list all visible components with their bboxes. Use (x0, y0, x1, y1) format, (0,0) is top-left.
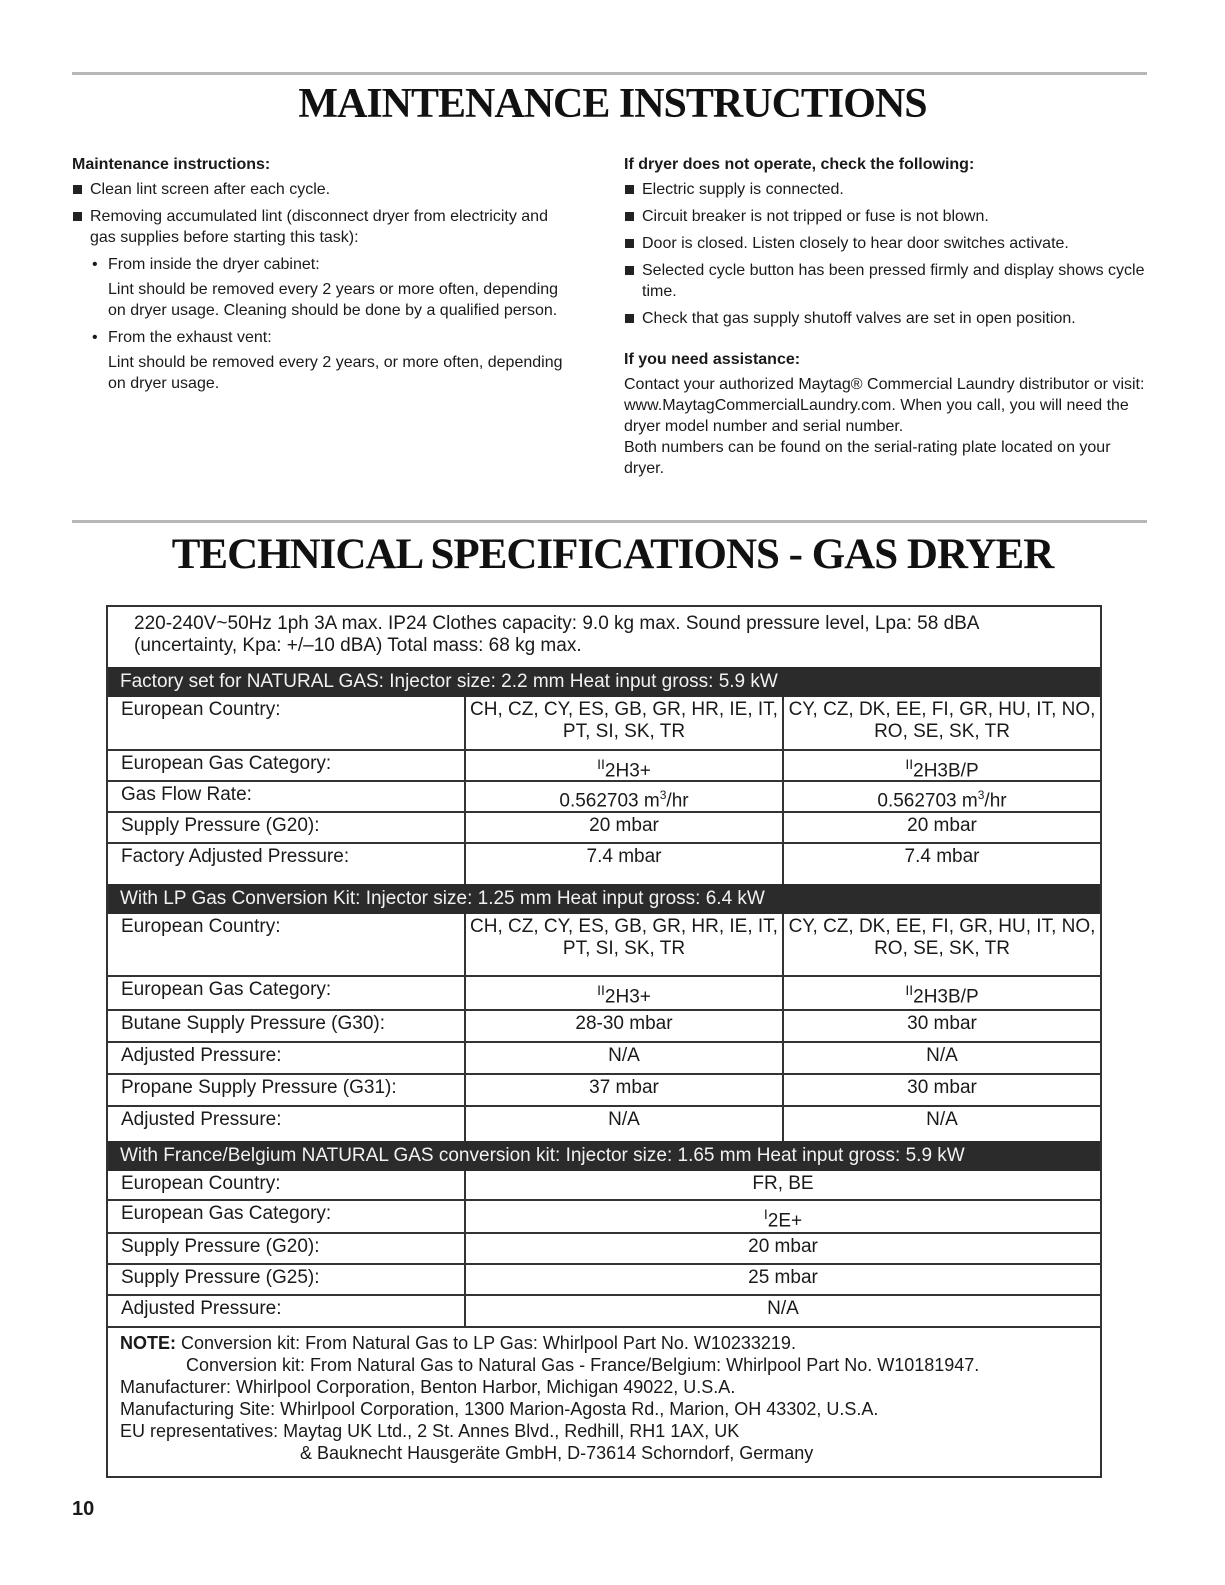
bullet-dot-icon: • (92, 256, 98, 273)
spec-intro: 220-240V~50Hz 1ph 3A max. IP24 Clothes capacity: 9.0 kg max. Sound pressure level, Lpa: 58 dBA (uncertainty, Kpa: +/–10 dBA) Total mass: 68 kg max. (134, 613, 979, 656)
list-item: Circuit breaker is not tripped or fuse is not blown. (624, 206, 1149, 227)
troubleshoot-heading: If dryer does not operate, check the following: (624, 156, 975, 173)
table-row: Adjusted Pressure: N/A N/A (108, 1043, 1100, 1075)
note-line: EU representatives: Maytag UK Ltd., 2 St. Annes Blvd., Redhill, RH1 1AX, UK (120, 1421, 740, 1441)
table-row: Propane Supply Pressure (G31): 37 mbar 30 mbar (108, 1075, 1100, 1107)
table-row: European Gas Category: $^{II}$2H3+ $^{II}$2H3B/P (108, 751, 1100, 782)
sub-item: • From the exhaust vent: (92, 329, 272, 346)
note-line: Conversion kit: From Natural Gas to LP Gas: Whirlpool Part No. W10233219. (181, 1333, 796, 1353)
table-row: Supply Pressure (G25): 25 mbar (108, 1265, 1100, 1296)
bullet-square-icon (73, 212, 82, 221)
spec-note (120, 1332, 1090, 1464)
table-row: Adjusted Pressure: N/A N/A (108, 1107, 1100, 1141)
assistance-text-2: Both numbers can be found on the serial-rating plate located on your dryer. (624, 439, 1111, 477)
list-item: Check that gas supply shutoff valves are set in open position. (624, 308, 1149, 329)
table-row: Adjusted Pressure: N/A (108, 1296, 1100, 1328)
bullet-square-icon (625, 212, 634, 221)
list-item: Electric supply is connected. (624, 179, 1149, 200)
list-item: Selected cycle button has been pressed firmly and display shows cycle time. (624, 260, 1149, 302)
assistance-text: Contact your authorized Maytag® Commercial Laundry distributor or visit: www.MaytagCommercialLaundry.com. When you call, you will need the dryer model number and serial number. (624, 376, 1145, 435)
table-row: European Country: FR, BE (108, 1171, 1100, 1201)
table-row: Supply Pressure (G20): 20 mbar (108, 1234, 1100, 1265)
bullet-square-icon (625, 266, 634, 275)
top-rule (72, 72, 1147, 75)
note-line: Manufacturer: Whirlpool Corporation, Benton Harbor, Michigan 49022, U.S.A. (120, 1377, 736, 1397)
maintenance-heading: Maintenance instructions: (72, 156, 271, 173)
assistance-heading: If you need assistance: (624, 351, 801, 368)
section-band-lp-gas: With LP Gas Conversion Kit: Injector size: 1.25 mm Heat input gross: 6.4 kW (108, 884, 1100, 914)
list-item: Removing accumulated lint (disconnect dryer from electricity and gas supplies before starting this task): (72, 206, 572, 248)
maintenance-right-column (624, 154, 1149, 479)
table-row: European Gas Category: $^I$2E+ (108, 1201, 1100, 1234)
table-row: Gas Flow Rate: 0.562703 $m^3/hr$ 0.562703 $m^3/hr$ (108, 782, 1100, 813)
note-line: Manufacturing Site: Whirlpool Corporation, 1300 Marion-Agosta Rd., Marion, OH 43302, U.S.A. (120, 1399, 879, 1419)
maintenance-title: MAINTENANCE INSTRUCTIONS (298, 81, 927, 127)
table-row: European Country: CH, CZ, CY, ES, GB, GR, HR, IE, IT, PT, SI, SK, TR CY, CZ, DK, EE, FI, GR, HU, IT, NO, RO, SE, SK, TR (108, 697, 1100, 751)
table-row: European Country: CH, CZ, CY, ES, GB, GR, HR, IE, IT, PT, SI, SK, TR CY, CZ, DK, EE, FI, GR, HU, IT, NO, RO, SE, SK, TR (108, 914, 1100, 977)
table-row: Factory Adjusted Pressure: 7.4 mbar 7.4 mbar (108, 844, 1100, 884)
table-row: Supply Pressure (G20): 20 mbar 20 mbar (108, 813, 1100, 844)
list-item: Door is closed. Listen closely to hear door switches activate. (624, 233, 1149, 254)
note-label: NOTE: (120, 1333, 176, 1353)
spec-table (106, 605, 1102, 1478)
maintenance-left-column (72, 154, 572, 400)
section-band-natural-gas: Factory set for NATURAL GAS: Injector size: 2.2 mm Heat input gross: 5.9 kW (108, 667, 1100, 697)
bullet-square-icon (73, 185, 82, 194)
middle-rule (72, 520, 1147, 523)
table-row: Butane Supply Pressure (G30): 28-30 mbar 30 mbar (108, 1011, 1100, 1043)
note-line: Conversion kit: From Natural Gas to Natural Gas - France/Belgium: Whirlpool Part No. W10181947. (186, 1355, 980, 1375)
bullet-square-icon (625, 314, 634, 323)
note-line: & Bauknecht Hausgeräte GmbH, D-73614 Schorndorf, Germany (300, 1443, 814, 1463)
specs-title: TECHNICAL SPECIFICATIONS - GAS DRYER (171, 531, 1054, 578)
list-item: Clean lint screen after each cycle. (72, 179, 572, 200)
table-row: European Gas Category: $^{II}$2H3+ $^{II}$2H3B/P (108, 977, 1100, 1011)
sub-item: • From inside the dryer cabinet: (92, 256, 320, 273)
bullet-square-icon (625, 185, 634, 194)
sub-item-text: Lint should be removed every 2 years, or more often, depending on dryer usage. (108, 354, 563, 392)
bullet-square-icon (625, 239, 634, 248)
section-band-france-belgium: With France/Belgium NATURAL GAS conversion kit: Injector size: 1.65 mm Heat input gross: 5.9 kW (108, 1141, 1100, 1171)
bullet-dot-icon: • (92, 329, 98, 346)
sub-item-text: Lint should be removed every 2 years or more often, depending on dryer usage. Cleaning should be done by a qualified person. (108, 281, 559, 319)
page-number: 10 (72, 1498, 95, 1520)
